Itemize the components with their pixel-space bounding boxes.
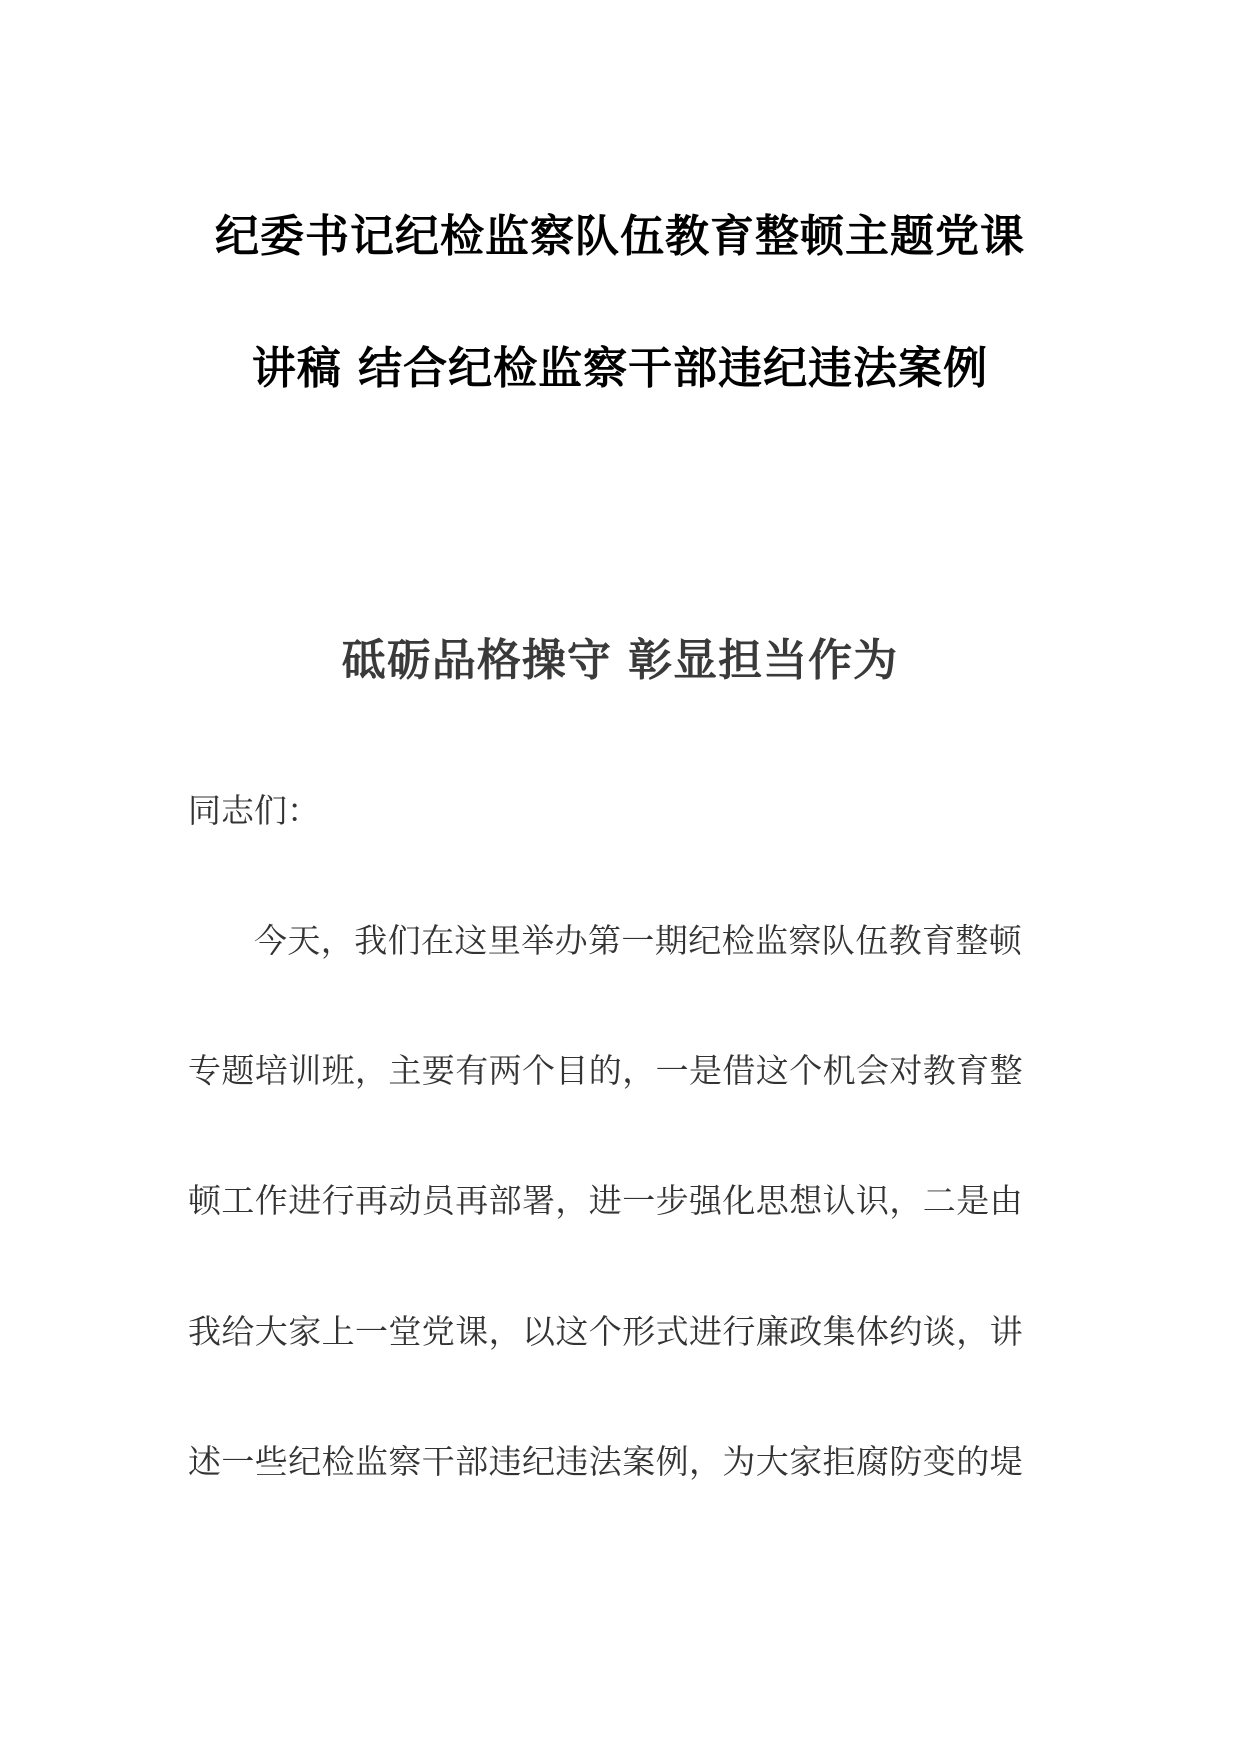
body-text-line: 今天，我们在这里举办第一期纪检监察队伍教育整顿 (254, 921, 1023, 960)
speech-subtitle: 砥砺品格操守 彰显担当作为 (341, 635, 899, 686)
body-text-line: 顿工作进行再动员再部署，进一步强化思想认识，二是由 (188, 1181, 1023, 1220)
body-text-line: 述一些纪检监察干部违纪违法案例，为大家拒腐防变的堤 (188, 1442, 1023, 1481)
document-title-line-2: 讲稿 结合纪检监察干部违纪违法案例 (251, 343, 989, 394)
salutation: 同志们： (188, 791, 320, 830)
body-text-line: 我给大家上一堂党课，以这个形式进行廉政集体约谈，讲 (188, 1312, 1023, 1351)
document-title-line-1: 纪委书记纪检监察队伍教育整顿主题党课 (215, 211, 1025, 262)
body-text-line: 专题培训班，主要有两个目的，一是借这个机会对教育整 (188, 1051, 1023, 1090)
